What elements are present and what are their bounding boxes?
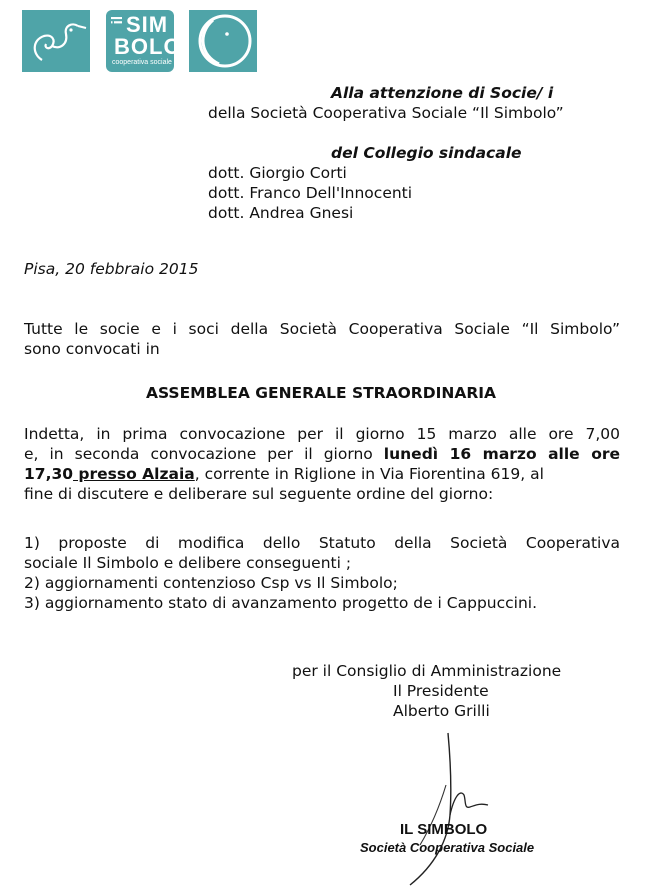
circle-logo — [189, 10, 257, 72]
simbolo-wordmark-logo — [106, 10, 182, 72]
logo-bolo-text: BOLO — [114, 34, 182, 59]
logo-subtitle-text: cooperativa sociale — [112, 59, 172, 66]
signature-role: Il Presidente — [393, 682, 489, 700]
second-call-date: lunedì 16 marzo alle ore — [383, 445, 621, 463]
recipient-name: dott. Franco Dell'Innocenti — [208, 184, 413, 202]
convocation-line-1: Indetta, in prima convocazione per il giorno 15 marzo alle ore 7,00 — [24, 425, 620, 443]
agenda-item-1-line-2: sociale Il Simbolo e delibere conseguenti ; — [24, 554, 352, 572]
stamp-line-1: IL SIMBOLO — [400, 821, 488, 838]
recipient-heading-board: del Collegio sindacale — [331, 144, 522, 162]
logo-sim-text: SIM — [126, 12, 169, 37]
convocation-line-2-text: e, in seconda convocazione per il giorno — [24, 445, 384, 463]
stamp-line-2: Società Cooperativa Sociale — [360, 840, 535, 855]
assembly-title: ASSEMBLEA GENERALE STRAORDINARIA — [145, 384, 497, 402]
recipient-name: dott. Giorgio Corti — [208, 164, 347, 182]
convocation-line-3 — [24, 464, 544, 484]
recipient-name: dott. Andrea Gnesi — [208, 204, 354, 222]
intro-line-1: Tutte le socie e i soci della Società Cooperativa Sociale “Il Simbolo” — [24, 320, 620, 338]
logo-il-text: il — [109, 16, 126, 25]
agenda-item-3: 3) aggiornamento stato di avanzamento progetto de i Cappuccini. — [24, 594, 538, 612]
seahorse-icon — [22, 10, 90, 72]
signature-name: Alberto Grilli — [393, 702, 490, 720]
convocation-line-4: fine di discutere e deliberare sul seguente ordine del giorno: — [24, 485, 494, 503]
agenda-item-1-line-1: 1) proposte di modifica dello Statuto della Società Cooperativa — [24, 534, 620, 552]
meeting-venue: presso Alzaia — [73, 465, 195, 483]
second-call-time: 17,30 — [24, 465, 74, 483]
agenda-item-2: 2) aggiornamenti contenzioso Csp vs Il Simbolo; — [24, 574, 398, 592]
date-line: Pisa, 20 febbraio 2015 — [24, 260, 199, 278]
signature-board-line: per il Consiglio di Amministrazione — [292, 662, 562, 680]
intro-line-2: sono convocati in — [24, 340, 160, 358]
convocation-line-2 — [24, 444, 620, 464]
seahorse-logo — [22, 10, 90, 72]
meeting-address: , corrente in Riglione in Via Fiorentina 619, al — [194, 465, 544, 483]
handwritten-signature — [380, 725, 520, 890]
recipient-heading-members: Alla attenzione di Socie/ i — [331, 84, 554, 102]
recipient-cooperative-line: della Società Cooperativa Sociale “Il Simbolo” — [208, 104, 564, 122]
circle-emblem-icon — [189, 10, 257, 72]
